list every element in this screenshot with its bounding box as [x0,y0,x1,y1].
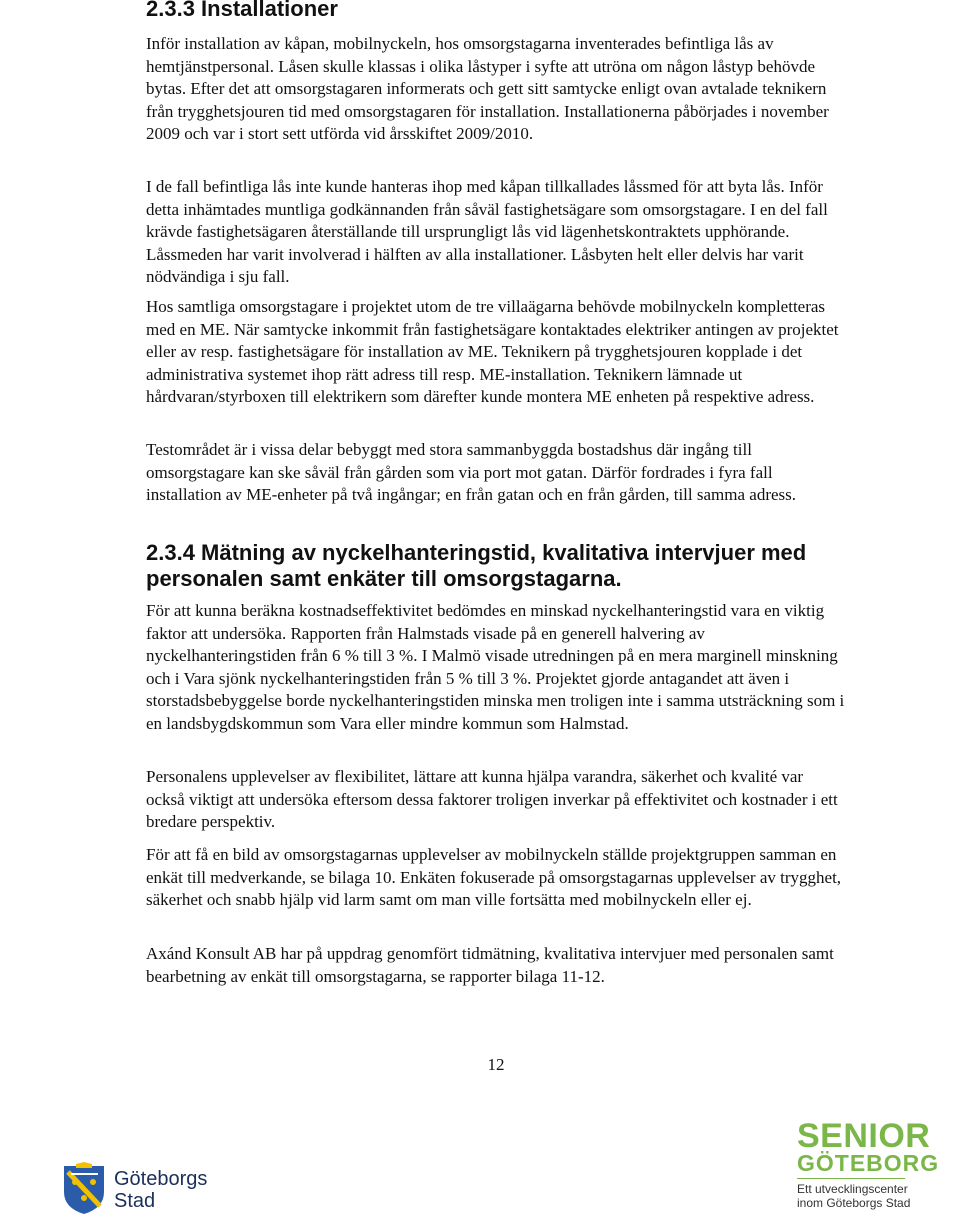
section-heading-2-3-3: 2.3.3 Installationer [146,0,338,21]
logo-divider [797,1178,905,1179]
logo-tagline: inom Göteborgs Stad [797,1196,911,1210]
wordmark-line: Stad [114,1190,156,1212]
paragraph: Personalens upplevelser av flexibilitet, lättare att kunna hjälpa varandra, säkerhet och kvalité var också viktigt att undersöka eftersom dessa faktorer troligen inverkar på effektivitet och kostnader i ett bredare perspektiv. [146,767,838,832]
goteborg-wordmark: GÖTEBORG [797,1150,940,1176]
goteborgs-stad-logo [62,1162,222,1216]
paragraph: För att få en bild av omsorgstagarnas upplevelser av mobilnyckeln ställde projektgruppen samman en enkät till medverkande, se bilaga 10. Enkäten fokuserade på omsorgstagarnas upplevelser av trygghet, säkerhet och snabb hjälp vid larm samt om man ville fortsätta med mobilnyckeln eller ej. [146,845,842,910]
section-heading-2-3-4: 2.3.4 Mätning av nyckelhanteringstid, kvalitativa intervjuer med personalen samt enkäter till omsorgstagarna. [146,540,807,591]
logo-tagline: Ett utvecklingscenter [797,1182,908,1196]
goteborgs-stad-wordmark [114,1168,207,1212]
paragraph: Testområdet är i vissa delar bebyggt med stora sammanbyggda bostadshus där ingång till omsorgstagare kan ske såväl från gården som via port mot gatan. Därför fordrades i fyra fall installation av ME-enheter på två ingångar; en från gatan och en från gården, till samma adress. [146,440,797,505]
paragraph: Hos samtliga omsorgstagare i projektet utom de tre villaägarna behövde mobilnyckeln kompletteras med en ME. När samtycke inkommit från fastighetsägare kontaktades elektriker antingen av projektet eller av resp. fastighetsägare för installation av ME. Teknikern på trygghetsjouren kopplade i det administrativa systemet ihop rätt adress till resp. ME-installation. Teknikern lämnade ut hårdvaran/styrboxen till elektrikern som därefter kunde montera ME enheten på respektive adress. [146,297,839,407]
senior-goteborg-logo [797,1117,947,1218]
senior-wordmark: SENIOR [797,1117,931,1155]
wordmark-line: Göteborgs [114,1168,208,1190]
paragraph: För att kunna beräkna kostnadseffektivitet bedömdes en minskad nyckelhanteringstid vara en viktig faktor att undersöka. Rapporten från Halmstads visade på en generell halvering av nyckelhanteringstiden från 6 % till 3 %. I Malmö visade utredningen på en mera marginell minskning och i Vara sjönk nyckelhanteringstiden från 5 % till 3 %. Projektet gjorde antagandet att även i storstadsbebyggelse borde nyckelhanteringstiden minska men troligen inte i samma utsträckning som i en landsbygdskommun som Vara eller mindre kommun som Halmstad. [146,601,845,733]
paragraph: Axánd Konsult AB har på uppdrag genomfört tidmätning, kvalitativa intervjuer med personalen samt bearbetning av enkät till omsorgstagarna, se rapporter bilaga 11-12. [146,944,834,986]
coat-of-arms-icon [62,1162,106,1216]
paragraph: I de fall befintliga lås inte kunde hanteras ihop med kåpan tillkallades låssmed för att byta lås. Inför detta inhämtades muntliga godkännanden från såväl fastighetsägare som omsorgstagare. I en del fall krävde fastighetsägaren återställande till ursprungligt lås vid lägenhetskontraktets upphörande. Låssmeden har varit involverad i hälften av alla installationer. Låsbyten helt eller delvis har varit nödvändiga i sju fall. [146,177,828,287]
page-number: 12 [487,1055,505,1074]
paragraph: Inför installation av kåpan, mobilnyckeln, hos omsorgstagarna inventerades befintliga lås av hemtjänstpersonal. Låsen skulle klassas i olika låstyper i syfte att utröna om någon låstyp behövde bytas. Efter det att omsorgstagaren informerats och gett sitt samtycke enligt ovan avtalade teknikern från trygghetsjouren tid med omsorgstagaren för installation. Installationerna påbörjades i november 2009 och var i stort sett utförda vid årsskiftet 2009/2010. [146,34,829,144]
